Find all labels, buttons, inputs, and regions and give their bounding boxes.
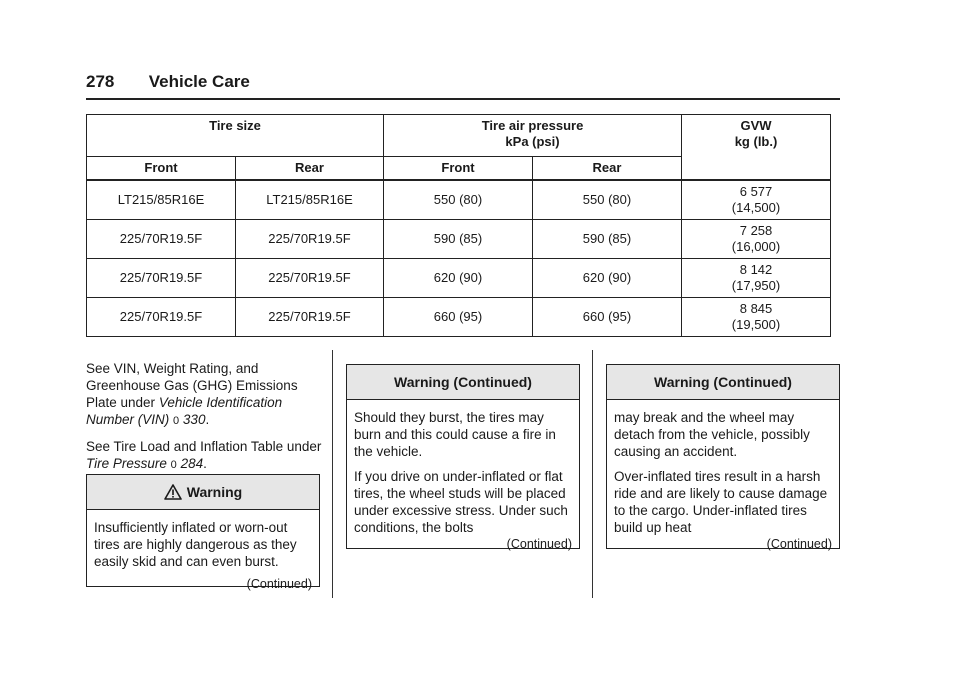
- tire-spec-table: [86, 114, 831, 337]
- gvw-cell: 6 577 (14,500): [682, 180, 831, 220]
- rear-pressure-cell: 660 (95): [533, 298, 682, 337]
- gvw-header: GVW kg (lb.): [682, 115, 831, 181]
- column-divider: [332, 350, 333, 598]
- warning-box-middle: [346, 364, 580, 549]
- front-pressure-cell: 660 (95): [384, 298, 533, 337]
- table-row: [87, 259, 831, 298]
- rear-pressure-cell: 620 (90): [533, 259, 682, 298]
- gvw-cell: 8 142 (17,950): [682, 259, 831, 298]
- tire-pressure-header: Tire air pressure kPa (psi): [384, 115, 682, 157]
- rear-pressure-cell: 590 (85): [533, 220, 682, 259]
- table-row: [87, 180, 831, 220]
- rear-size-cell: 225/70R19.5F: [236, 259, 384, 298]
- table-row: [87, 220, 831, 259]
- warning-title: Warning (Continued): [394, 373, 532, 390]
- warning-text: If you drive on under-inflated or flat tires, the wheel studs will be placed under excessive stress. Under such conditions, the bolts: [354, 469, 568, 535]
- warning-box-right: [606, 364, 840, 549]
- front-pressure-cell: 620 (90): [384, 259, 533, 298]
- continued-label: (Continued): [506, 537, 572, 551]
- continued-label: (Continued): [766, 537, 832, 551]
- page-ref-arrow-icon: 0: [173, 415, 180, 427]
- front-size-cell: 225/70R19.5F: [87, 298, 236, 337]
- warning-header: [347, 365, 579, 400]
- warning-text: Should they burst, the tires may burn and this could cause a fire in the vehicle.: [354, 410, 556, 459]
- front-pressure-cell: 590 (85): [384, 220, 533, 259]
- page-header: [86, 72, 250, 92]
- warning-text: Over-inflated tires result in a harsh ride and are likely to cause damage to the cargo. Under-inflated tires build up heat: [614, 469, 828, 535]
- rear-pressure-header: Rear: [533, 157, 682, 181]
- section-title: Vehicle Care: [148, 72, 250, 91]
- table-row: [87, 298, 831, 337]
- warning-text: Insufficiently inflated or worn-out tires are highly dangerous as they easily skid and can even burst.: [94, 520, 297, 569]
- warning-header: [607, 365, 839, 400]
- page-number: 278: [86, 72, 115, 91]
- warning-text: may break and the wheel may detach from the vehicle, possibly causing an accident.: [614, 410, 810, 459]
- front-size-cell: 225/70R19.5F: [87, 259, 236, 298]
- warning-title: Warning (Continued): [654, 373, 792, 390]
- left-column: [86, 360, 322, 482]
- gvw-cell: 7 258 (16,000): [682, 220, 831, 259]
- tire-pressure-page-ref[interactable]: 284: [180, 456, 204, 471]
- vin-link[interactable]: Vehicle Identification Number (VIN): [86, 395, 283, 427]
- front-pressure-cell: 550 (80): [384, 180, 533, 220]
- warning-header: [87, 475, 319, 510]
- warning-triangle-icon: [164, 484, 182, 500]
- tire-size-header: Tire size: [87, 115, 384, 157]
- front-pressure-header: Front: [384, 157, 533, 181]
- header-rule: [86, 98, 840, 100]
- page-ref-arrow-icon: 0: [170, 459, 177, 471]
- vin-page-ref[interactable]: 330: [182, 412, 206, 427]
- rear-pressure-cell: 550 (80): [533, 180, 682, 220]
- continued-label: (Continued): [246, 577, 312, 591]
- rear-size-cell: LT215/85R16E: [236, 180, 384, 220]
- gvw-cell: 8 845 (19,500): [682, 298, 831, 337]
- column-divider: [592, 350, 593, 598]
- rear-size-header: Rear: [236, 157, 384, 181]
- warning-box-left: [86, 474, 320, 591]
- rear-size-cell: 225/70R19.5F: [236, 298, 384, 337]
- vin-reference: See VIN, Weight Rating, and Greenhouse Gas (GHG) Emissions Plate under Vehicle Identification Number (VIN) 0 330.: [86, 361, 298, 427]
- warning-title: Warning: [186, 483, 243, 500]
- front-size-header: Front: [87, 157, 236, 181]
- rear-size-cell: 225/70R19.5F: [236, 220, 384, 259]
- front-size-cell: LT215/85R16E: [87, 180, 236, 220]
- tire-load-reference: See Tire Load and Inflation Table under Tire Pressure 0 284.: [86, 439, 322, 471]
- tire-pressure-link[interactable]: Tire Pressure: [86, 456, 167, 471]
- front-size-cell: 225/70R19.5F: [87, 220, 236, 259]
